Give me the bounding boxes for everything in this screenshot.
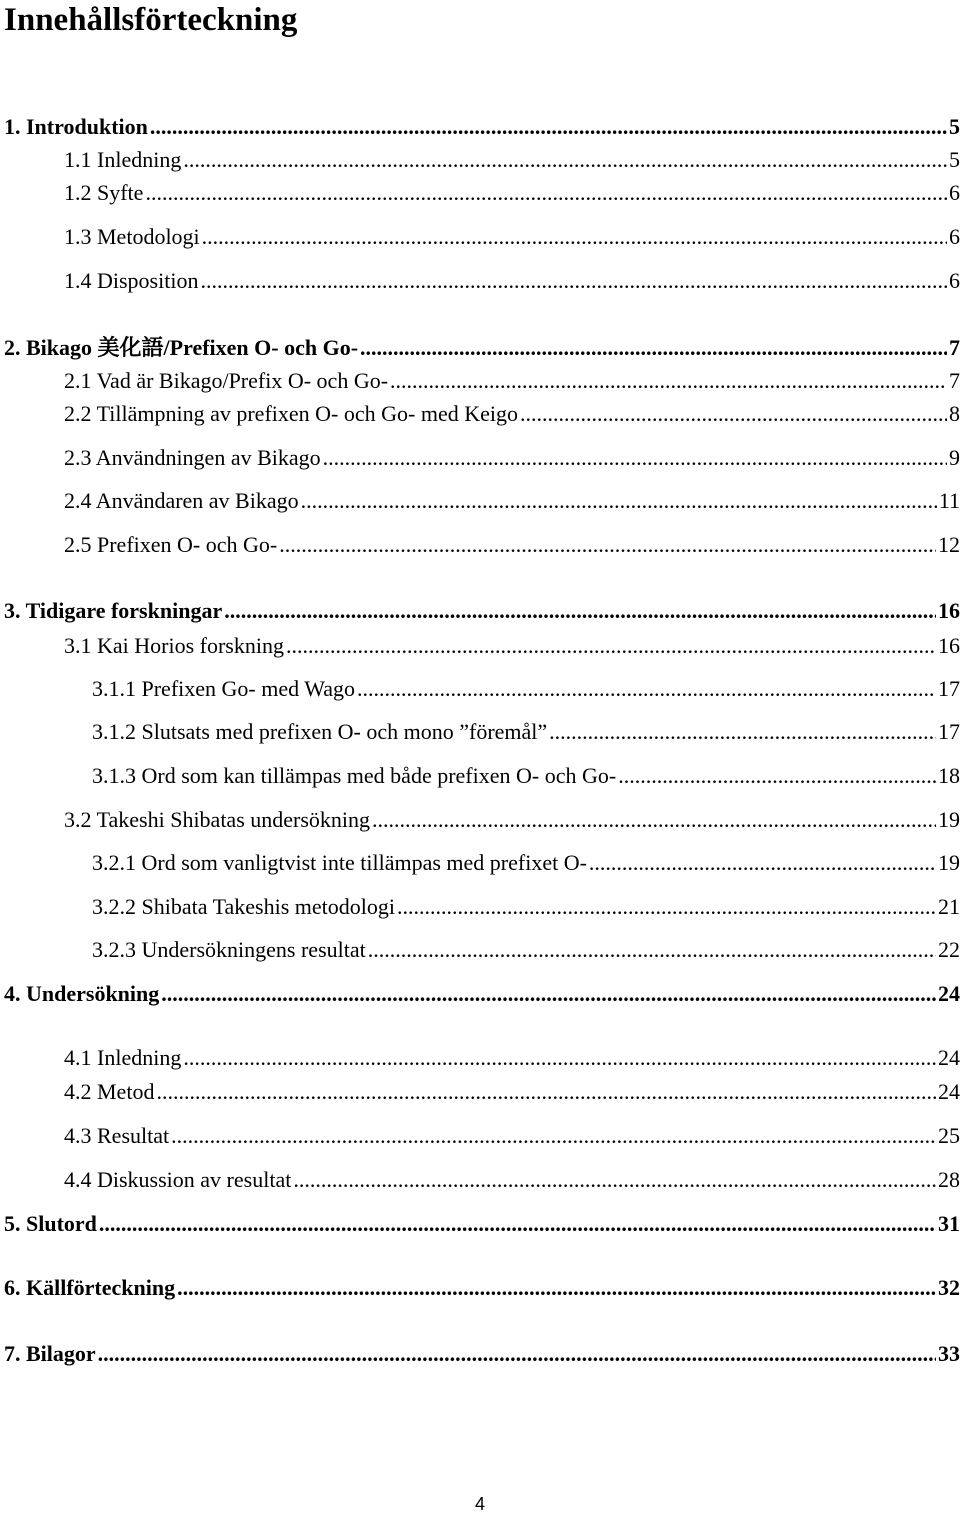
toc-entry-label: 2. Bikago 美化語/Prefixen O- och Go-: [4, 335, 359, 360]
toc-entry-label: 3.1.2 Slutsats med prefixen O- och mono ”föremål”: [92, 719, 548, 744]
page-title: Innehållsförteckning: [4, 2, 298, 38]
toc-entry-label: 3.2.2 Shibata Takeshis metodologi: [92, 894, 395, 919]
dot-leader: [156, 1077, 936, 1107]
toc-entry-label: 3.2 Takeshi Shibatas undersökning: [64, 807, 371, 832]
toc-entry[interactable]: [64, 1043, 960, 1073]
toc-entry[interactable]: [64, 145, 960, 175]
toc-entry[interactable]: [64, 1077, 960, 1107]
toc-entry-label: 3.2.3 Undersökningens resultat: [92, 937, 366, 962]
toc-entry-page: 6: [949, 268, 960, 293]
toc-entry[interactable]: [64, 178, 960, 208]
toc-entry-label: 3. Tidigare forskningar: [4, 598, 223, 623]
toc-entry-label: 7. Bilagor: [4, 1341, 96, 1366]
toc-entry-label: 6. Källförteckning: [4, 1275, 176, 1300]
toc-entry[interactable]: [92, 717, 960, 747]
toc-entry-page: 28: [938, 1167, 960, 1192]
toc-entry-label: 2.2 Tillämpning av prefixen O- och Go- med Keigo: [64, 401, 518, 426]
toc-entry-page: 5: [949, 114, 960, 139]
toc-entry-label: 1.4 Disposition: [64, 268, 199, 293]
dot-leader: [183, 1043, 936, 1073]
toc-entry[interactable]: [64, 1121, 960, 1151]
toc-entry-label: 2.1 Vad är Bikago/Prefix O- och Go-: [64, 368, 389, 393]
toc-entry-page: 9: [949, 445, 960, 470]
dot-leader: [368, 935, 936, 965]
dot-leader: [589, 848, 936, 878]
toc-entry[interactable]: [64, 443, 960, 473]
dot-leader: [549, 717, 936, 747]
toc-entry[interactable]: [92, 892, 960, 922]
toc-entry-label: 1. Introduktion: [4, 114, 148, 139]
dot-leader: [357, 674, 936, 704]
dot-leader: [323, 443, 947, 473]
toc-entry-page: 12: [938, 532, 960, 557]
toc-entry-page: 16: [938, 598, 960, 623]
toc-entry[interactable]: [92, 935, 960, 965]
toc-entry-label: 1.2 Syfte: [64, 180, 144, 205]
toc-entry[interactable]: [64, 266, 960, 296]
dot-leader: [286, 631, 936, 661]
toc-entry-page: 19: [938, 807, 960, 832]
toc-entry-label: 3.2.1 Ord som vanligtvist inte tillämpas med prefixet O-: [92, 850, 587, 875]
toc-entry-page: 19: [938, 850, 960, 875]
toc-entry-page: 31: [938, 1211, 960, 1236]
toc-entry[interactable]: [4, 1209, 960, 1239]
dot-leader: [224, 596, 936, 626]
dot-leader: [177, 1273, 936, 1303]
toc-entry[interactable]: [64, 631, 960, 661]
toc-entry-label: 5. Slutord: [4, 1211, 97, 1236]
dot-leader: [99, 1209, 936, 1239]
toc-entry[interactable]: [4, 596, 960, 626]
dot-leader: [150, 112, 947, 142]
page-number: 4: [474, 1494, 485, 1514]
toc-entry-page: 17: [938, 676, 960, 701]
toc-entry[interactable]: [4, 1273, 960, 1303]
dot-leader: [202, 222, 947, 252]
toc-entry-page: 11: [938, 488, 960, 513]
toc-entry[interactable]: [64, 1165, 960, 1195]
toc-entry-label: 2.3 Användningen av Bikago: [64, 445, 321, 470]
toc-entry-page: 6: [949, 224, 960, 249]
dot-leader: [372, 805, 936, 835]
dot-leader: [618, 761, 936, 791]
toc-entry-page: 16: [938, 633, 960, 658]
dot-leader: [98, 1339, 936, 1369]
toc-entry-page: 7: [949, 335, 960, 360]
dot-leader: [171, 1121, 936, 1151]
dot-leader: [145, 178, 947, 208]
toc-entry[interactable]: [64, 366, 960, 396]
dot-leader: [161, 979, 936, 1009]
toc-entry-label: 3.1 Kai Horios forskning: [64, 633, 284, 658]
toc-entry-label: 3.1.3 Ord som kan tillämpas med både prefixen O- och Go-: [92, 763, 617, 788]
toc-entry[interactable]: [4, 1339, 960, 1369]
toc-entry-label: 4.3 Resultat: [64, 1123, 170, 1148]
toc-entry[interactable]: [64, 399, 960, 429]
toc-entry-label: 4. Undersökning: [4, 981, 160, 1006]
toc-entry[interactable]: [92, 674, 960, 704]
toc-entry[interactable]: [4, 333, 960, 363]
dot-leader: [200, 266, 947, 296]
toc-entry-page: 7: [949, 368, 960, 393]
dot-leader: [279, 530, 936, 560]
toc-entry-page: 32: [938, 1275, 960, 1300]
toc-entry-label: 2.4 Användaren av Bikago: [64, 488, 299, 513]
dot-leader: [397, 892, 936, 922]
toc-entry-label: 3.1.1 Prefixen Go- med Wago: [92, 676, 355, 701]
toc-entry-page: 21: [938, 894, 960, 919]
toc-entry-page: 17: [938, 719, 960, 744]
toc-entry[interactable]: [4, 979, 960, 1009]
toc-entry-page: 25: [938, 1123, 960, 1148]
toc-entry-page: 33: [938, 1341, 960, 1366]
dot-leader: [183, 145, 947, 175]
toc-entry-label: 1.3 Metodologi: [64, 224, 200, 249]
dot-leader: [301, 486, 937, 516]
dot-leader: [390, 366, 947, 396]
toc-entry-page: 22: [938, 937, 960, 962]
toc-entry-label: 1.1 Inledning: [64, 147, 182, 172]
toc-entry-page: 24: [938, 1079, 960, 1104]
toc-entry-page: 6: [949, 180, 960, 205]
toc-entry[interactable]: [92, 761, 960, 791]
toc-entry-page: 8: [949, 401, 960, 426]
toc-entry-page: 5: [949, 147, 960, 172]
toc-entry[interactable]: [92, 848, 960, 878]
dot-leader: [293, 1165, 936, 1195]
toc-entry-label: 2.5 Prefixen O- och Go-: [64, 532, 278, 557]
toc-entry[interactable]: [64, 486, 960, 516]
toc-entry-page: 24: [938, 981, 960, 1006]
dot-leader: [520, 399, 947, 429]
toc-entry[interactable]: [64, 222, 960, 252]
toc-entry-page: 24: [938, 1045, 960, 1070]
toc-entry-page: 18: [938, 763, 960, 788]
toc-entry[interactable]: [4, 112, 960, 142]
toc-entry-label: 4.1 Inledning: [64, 1045, 182, 1070]
dot-leader: [360, 333, 947, 363]
toc-entry[interactable]: [64, 530, 960, 560]
toc-entry-label: 4.4 Diskussion av resultat: [64, 1167, 292, 1192]
toc-entry-label: 4.2 Metod: [64, 1079, 155, 1104]
toc-entry[interactable]: [64, 805, 960, 835]
